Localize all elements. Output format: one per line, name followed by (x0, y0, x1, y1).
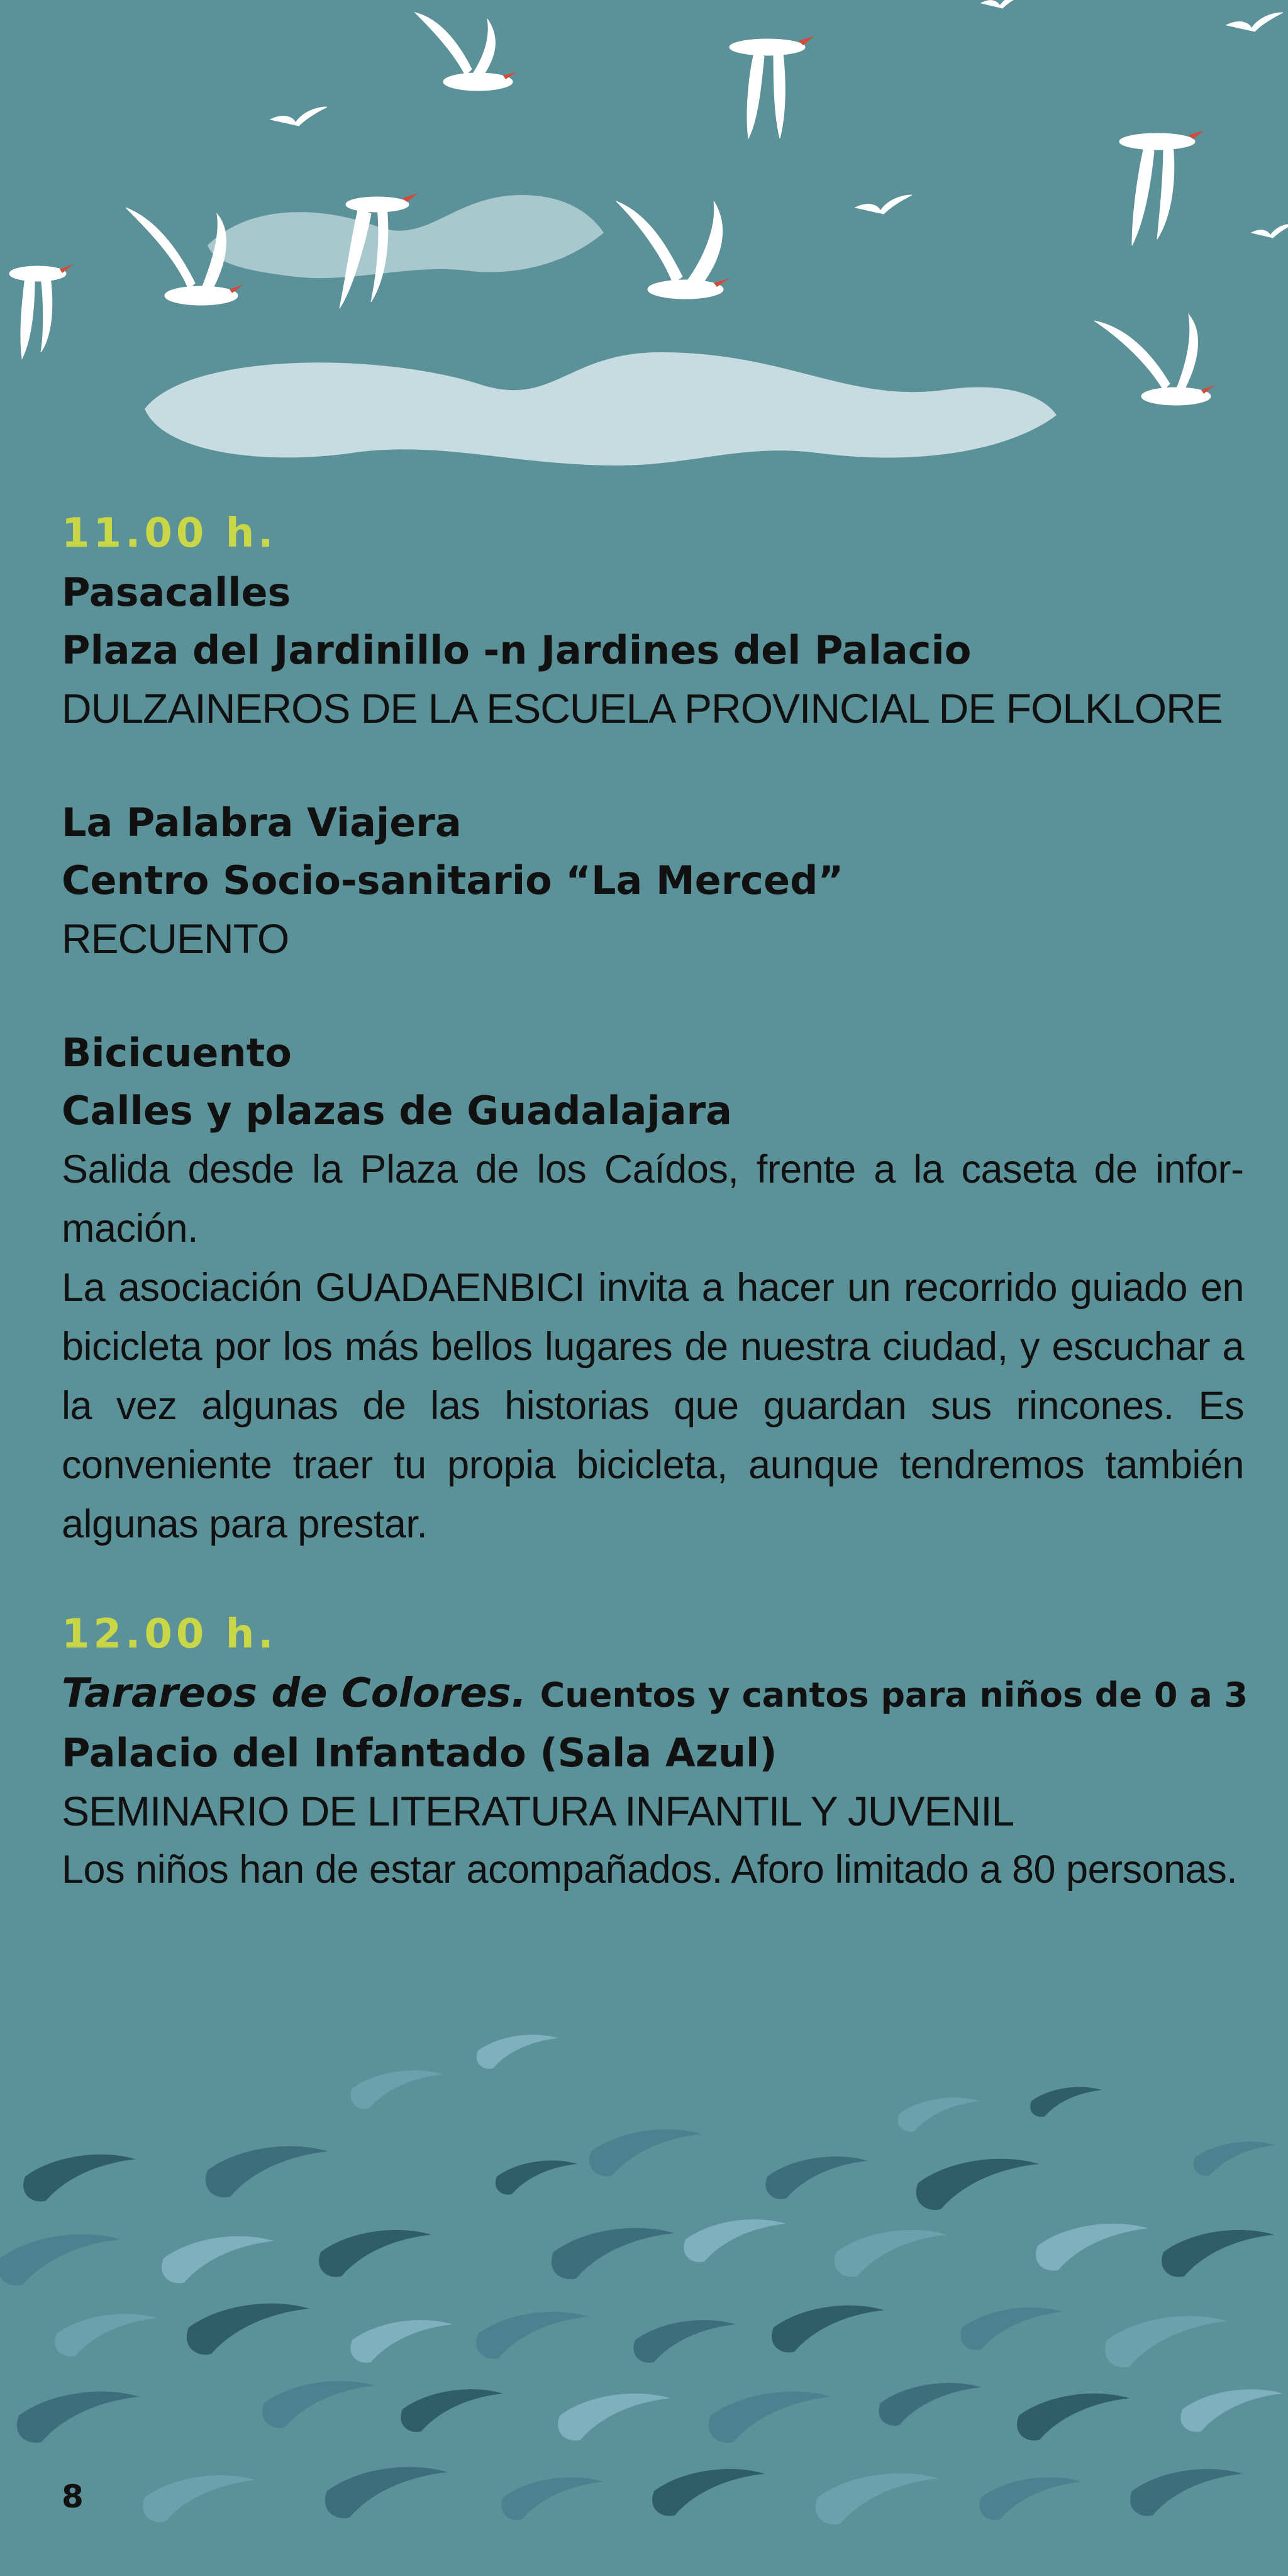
page-number: 8 (62, 2478, 84, 2515)
event-subtitle: Cuentos y cantos para niños de 0 a 3 (540, 1675, 1248, 1715)
event-venue: Palacio del Infantado (Sala Azul) (62, 1730, 777, 1776)
seagulls-illustration (0, 0, 1288, 503)
event-organizer: RECUENTO (62, 915, 289, 962)
event-organizer: SEMINARIO DE LITERATURA INFANTIL Y JUVENIL (62, 1788, 1014, 1834)
spacer (62, 737, 1244, 794)
time-heading: 12.00 h. (62, 1611, 277, 1658)
event-title: Bicicuento (62, 1030, 292, 1076)
event-venue: Calles y plazas de Guadalajara (62, 1088, 732, 1134)
event-description: Los niños han de estar acompañados. Aforo limitado a 80 personas. (62, 1848, 1238, 1892)
spacer (62, 1554, 1244, 1604)
event-venue: Centro Socio-sanitario “La Merced” (62, 857, 844, 903)
event-description: Salida desde la Plaza de los Caídos, frente a la caseta de información. (62, 1147, 1244, 1251)
program-schedule (62, 503, 1248, 1899)
water-drops-illustration (0, 2013, 1288, 2576)
spacer (62, 967, 1244, 1024)
event-description: La asociación GUADAENBICI invita a hacer un recorrido guiado en bicicleta por los más bellos lugares de nuestra ciudad, y escuchar a la vez algunas de las historias que guardan sus rincones. Es conveniente traer tu propia bicicleta, aunque tendremos también algunas para prestar. (62, 1266, 1244, 1546)
event-title: La Palabra Viajera (62, 800, 462, 845)
event-venue: Plaza del Jardinillo -n Jardines del Palacio (62, 627, 972, 673)
event-title: Tarareos de Colores. (62, 1670, 527, 1717)
event-title-line (62, 1664, 1248, 1724)
event-title: Pasacalles (62, 569, 291, 615)
event-organizer: DULZAINEROS DE LA ESCUELA PROVINCIAL DE FOLKLORE (62, 685, 1223, 732)
time-heading: 11.00 h. (62, 510, 277, 557)
